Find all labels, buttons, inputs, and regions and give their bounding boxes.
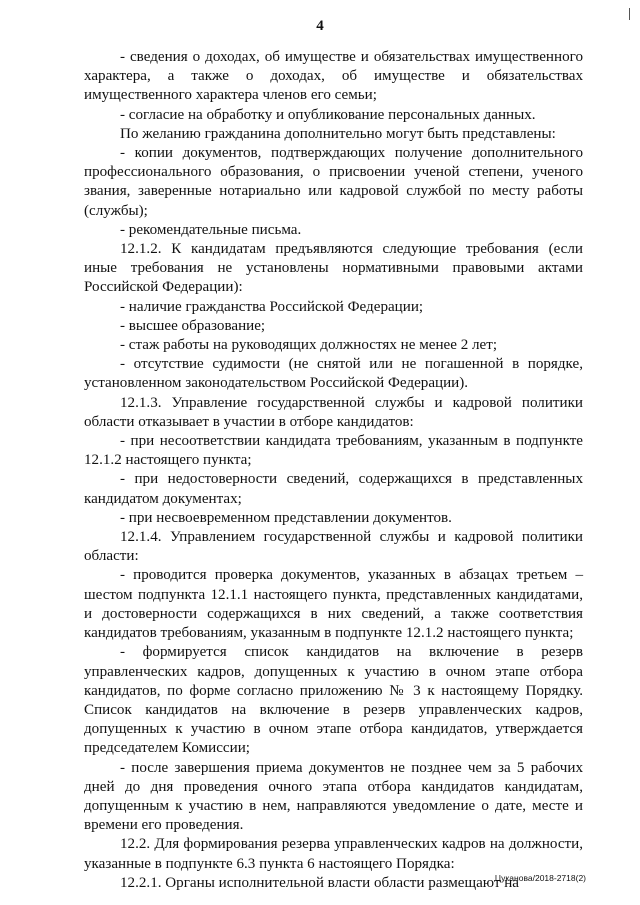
page-number: 4	[316, 18, 324, 34]
paragraph: 12.1.3. Управление государственной службы и кадровой политики области отказывает в участии в отборе кандидатов:	[84, 394, 583, 430]
paragraph: - проводится проверка документов, указанных в абзацах третьем – шестом подпункта 12.1.1 настоящего пункта, представленных кандидатами, и достоверности содержащихся в них сведений, а также соответствия кандидатов требованиям, указанным в подпункте 12.1.2 настоящего пункта;	[84, 567, 583, 642]
paragraph: 12.1.4. Управлением государственной службы и кадровой политики области:	[84, 529, 583, 565]
scan-edge-mark	[629, 8, 630, 20]
paragraph: - стаж работы на руководящих должностях не менее 2 лет;	[120, 337, 498, 354]
document-body	[84, 48, 583, 893]
paragraph: - при несоответствии кандидата требованиям, указанным в подпункте 12.1.2 настоящего пункта;	[84, 433, 583, 469]
paragraph: - высшее образование;	[120, 317, 266, 334]
paragraph: - рекомендательные письма.	[120, 221, 302, 238]
paragraph: - копии документов, подтверждающих получение дополнительного профессионального образования, о присвоении ученой степени, ученого звания, заверенные нотариально или кадровой службой по месту работы (службы);	[84, 145, 583, 219]
paragraph: 12.2.1. Органы исполнительной власти области размещают на	[120, 874, 520, 891]
paragraph: - сведения о доходах, об имуществе и обязательствах имущественного характера, а также о доходах, об имуществе и обязательствах имущественного характера членов его семьи;	[84, 49, 583, 104]
paragraph: 12.1.2. К кандидатам предъявляются следующие требования (если иные требования не установлены нормативными правовыми актами Российской Федерации):	[84, 241, 583, 296]
paragraph: - отсутствие судимости (не снятой или не погашенной в порядке, установленном законодательством Российской Федерации).	[84, 356, 583, 392]
paragraph: - согласие на обработку и опубликование персональных данных.	[120, 106, 536, 123]
paragraph: - при недостоверности сведений, содержащихся в представленных кандидатом документах;	[84, 471, 583, 507]
paragraph: - формируется список кандидатов на включение в резерв управленческих кадров, допущенных к участию в очном этапе отбора кандидатов, по форме согласно приложению № 3 к настоящему Порядку. Список кандидатов на включение в резерв управленческих кадров, допущенных к участию в очном этапе отбора кандидатов, утверждается председателем Комиссии;	[84, 644, 583, 757]
paragraph: - при несвоевременном представлении документов.	[120, 509, 452, 526]
paragraph: - после завершения приема документов не позднее чем за 5 рабочих дней до дня проведения очного этапа отбора кандидатов кандидатам, допущенным к участию в нем, направляются уведомление о дате, месте и времени его проведения.	[84, 759, 583, 834]
paragraph: 12.2. Для формирования резерва управленческих кадров на должности, указанные в подпункте 6.3 пункта 6 настоящего Порядка:	[84, 836, 583, 872]
document-code: Цуканова/2018-2718(2)	[494, 873, 586, 883]
paragraph: По желанию гражданина дополнительно могут быть представлены:	[120, 125, 556, 142]
paragraph: - наличие гражданства Российской Федерации;	[120, 298, 424, 315]
